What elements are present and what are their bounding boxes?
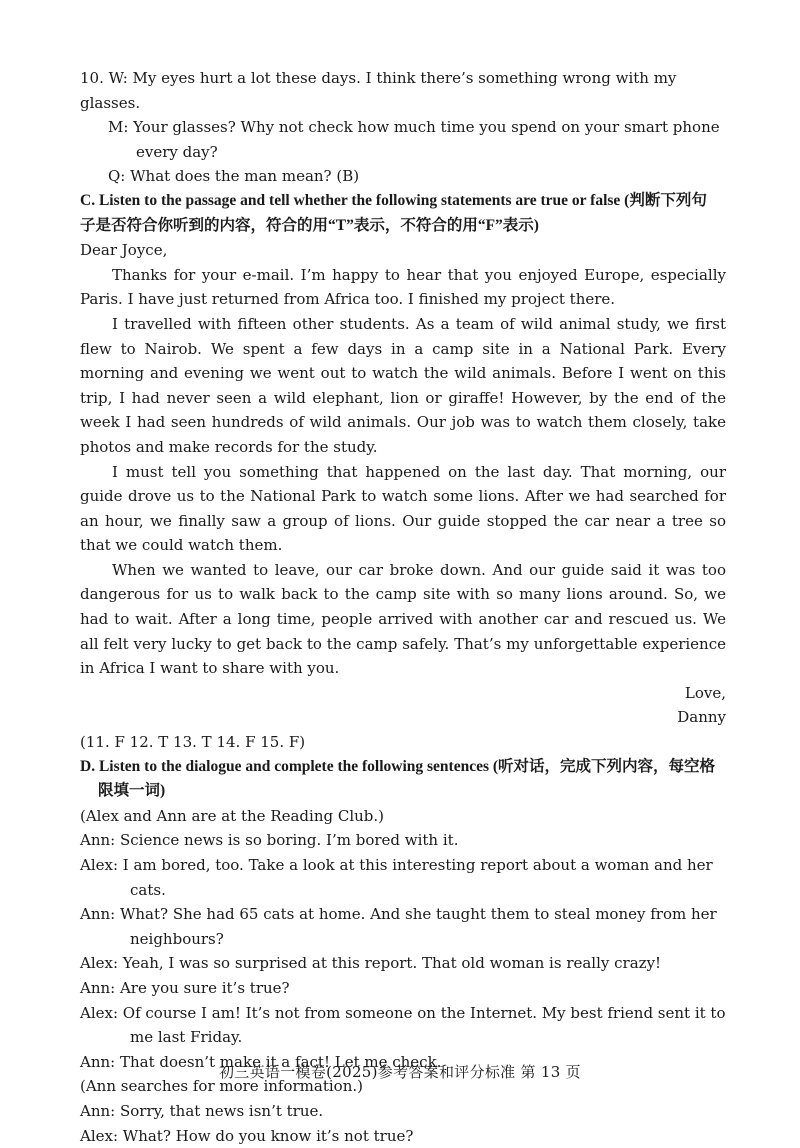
dialogue-line: Alex: I am bored, too. Take a look at this interesting report about a woman and her cats. — [80, 856, 713, 899]
page-content — [80, 66, 726, 1148]
dialogue-line: Alex: Yeah, I was so surprised at this report. That old woman is really crazy! — [80, 954, 662, 973]
letter-paragraph: When we wanted to leave, our car broke down. And our guide said it was too dangerous for us to walk back to the camp site with so many lions around. So, we had to wait. After a long time, people arrived with another car and rescued us. We all felt very lucky to get back to the camp safely. That’s my unforgettable experience in Africa I want to share with you. — [80, 560, 726, 678]
dialogue-line: Ann: That doesn’t make it a fact! Let me check. — [80, 1052, 442, 1071]
section-c-title: C. Listen to the passage and tell whether the following statements are true or false (判断下列句 — [80, 191, 707, 209]
section-c-title-cont: 子是否符合你听到的内容，符合的用“T”表示，不符合的用“F”表示) — [80, 216, 539, 234]
letter-paragraph: I must tell you something that happened on the last day. That morning, our guide drove us to the National Park to watch some lions. After we had searched for an hour, we finally saw a group of lions. Our guide stopped the car near a tree so that we could watch them. — [80, 462, 726, 555]
dialogue-line: Ann: Sorry, that news isn’t true. — [80, 1101, 324, 1120]
page-footer: 初三英语一模卷(2025)参考答案和评分标准 第 13 页 — [219, 1063, 581, 1081]
letter-salutation: Dear Joyce, — [80, 241, 168, 260]
q10-man-line-cont: every day? — [136, 142, 218, 161]
letter-paragraph: I travelled with fifteen other students. As a team of wild animal study, we first flew to Nairob. We spent a few days in a camp site in a National Park. Every morning and evening we went out to watch the wild animals. Before I went on this trip, I had never seen a wild elephant, lion or giraffe! However, by the end of the week I had seen hundreds of wild animals. Our job was to watch them closely, take photos and make records for the study. — [80, 314, 726, 456]
q10-woman-line: 10. W: My eyes hurt a lot these days. I think there’s something wrong with my glasses. — [80, 69, 677, 112]
letter-paragraph: Thanks for your e-mail. I’m happy to hear that you enjoyed Europe, especially Paris. I have just returned from Africa too. I finished my project there. — [80, 265, 726, 309]
dialogue-line: Ann: Are you sure it’s true? — [80, 978, 290, 997]
dialogue-line: Alex: Of course I am! It’s not from someone on the Internet. My best friend sent it to me last Friday. — [80, 1003, 726, 1047]
dialogue-line: Alex: What? How do you know it’s not true? — [80, 1126, 414, 1145]
dialogue-setting: (Alex and Ann are at the Reading Club.) — [80, 806, 385, 825]
letter-closing: Love, — [684, 683, 726, 702]
section-d-title-cont: 限填一词) — [98, 782, 166, 800]
letter-signature: Danny — [677, 708, 726, 727]
dialogue-line: Ann: What? She had 65 cats at home. And she taught them to steal money from her neighbours? — [80, 905, 717, 948]
section-c-answers: (11. F 12. T 13. T 14. F 15. F) — [80, 733, 306, 752]
q10-man-line: M: Your glasses? Why not check how much time you spend on your smart phone — [108, 118, 720, 137]
q10-question-line: Q: What does the man mean? (B) — [108, 167, 360, 186]
section-d-title: D. Listen to the dialogue and complete the following sentences (听对话，完成下列内容，每空格 — [80, 757, 716, 775]
dialogue-line: Ann: Science news is so boring. I’m bored with it. — [80, 831, 459, 850]
dialogue-stage-direction: (Ann searches for more information.) — [80, 1077, 363, 1096]
